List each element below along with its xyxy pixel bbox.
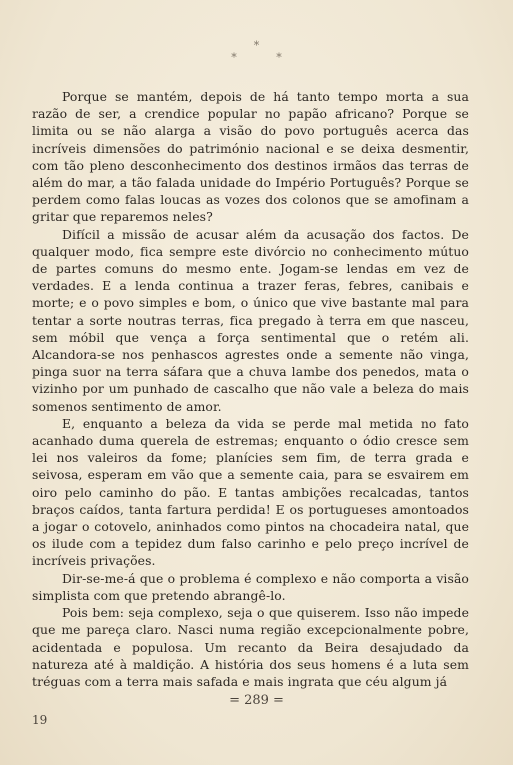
- paragraph: Porque se mantém, depois de há tanto tempo morta a sua razão de ser, a crendice popular no papão africano? Porque se limita ou se não alarga a visão do povo português acerca das incríveis dimensões do património nacional e se deixa desmentir, com tão pleno desconhecimento dos destinos irmãos das terras de além do mar, a tão falada unidade do Império Português? Porque se perdem como falas loucas as vozes dos colonos que se amofinam a gritar que reparemos neles?: [32, 89, 469, 225]
- paragraph: Difícil a missão de acusar além da acusação dos factos. De qualquer modo, fica sempre este divórcio no conhecimento mútuo de partes comuns do mesmo ente. Jogam-se lendas em vez de verdades. E a lenda continua a trazer feras, febres, canibais e morte; e o povo simples e bom, o único que vive bastante mal para tentar a sorte noutras terras, fica pregado à terra em que nasceu, sem móbil que vença a força sentimental que o retém ali. Alcandora-se nos penhascos agrestes onde a semente não vinga, pinga suor na terra sáfara que a chuva lambe dos penedos, mata o vizinho por um punhado de cascalho que não vale a beleza do mais somenos sentimento de amor.: [32, 226, 469, 414]
- paragraph: Dir-se-me-á que o problema é complexo e não comporta a visão simplista com que pretendo abrangê-lo.: [32, 570, 469, 603]
- section-ornament: [0, 40, 513, 64]
- paragraph: E, enquanto a beleza da vida se perde mal metida no fato acanhado duma querela de estremas; enquanto o ódio cresce sem lei nos valeiros da fome; planícies sem fim, de terra grada e seivosa, esperam em vão que a semente caia, para se esvairem em oiro pelo caminho do pão. E tantas ambições recalcadas, tantos braços caídos, tanta fartura perdida! E os portugueses amontoados a jogar o cotovelo, aninhados como pintos na chocadeira natal, que os ilude com a tepidez dum falso carinho e pelo preço incrível de incríveis privações.: [32, 415, 469, 569]
- text-body: [32, 88, 469, 690]
- signature-mark: 19: [32, 713, 48, 727]
- paragraph: Pois bem: seja complexo, seja o que quiserem. Isso não impede que me pareça claro. Nasci numa região excepcionalmente pobre, acidentada e populosa. Um recanto da Beira desajudado da natureza até à maldição. A história dos seus homens é a luta sem tréguas com a terra mais safada e mais ingrata que céu algum já: [32, 605, 469, 689]
- ornament-asterisks-bottom: * *: [231, 51, 300, 64]
- ornament-asterisk-top: *: [253, 39, 260, 52]
- page-number: = 289 =: [229, 693, 284, 708]
